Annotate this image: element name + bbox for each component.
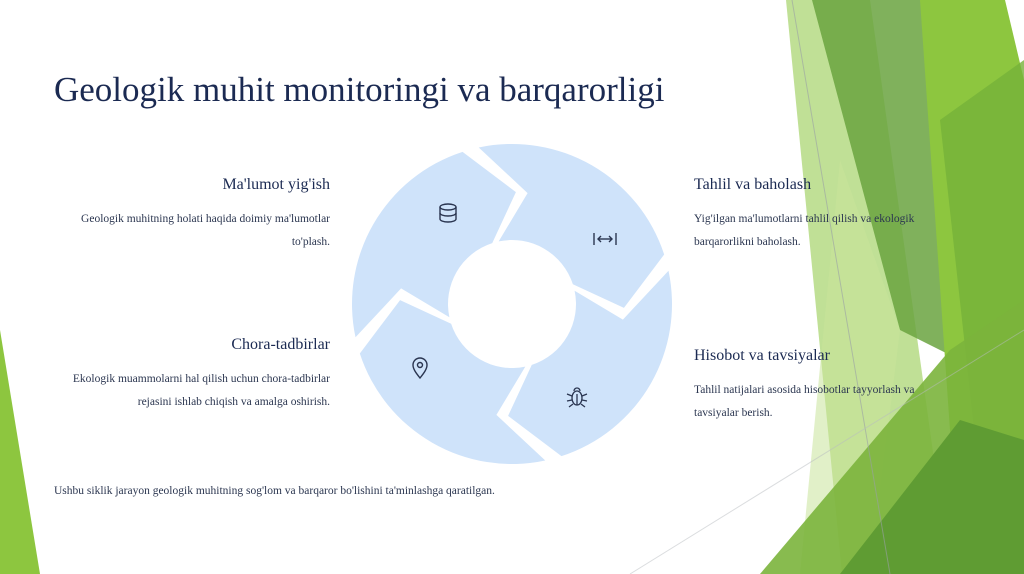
- step-analysis: [694, 176, 954, 254]
- cycle-diagram: [351, 143, 673, 465]
- step-description: Geologik muhitning holati haqida doimiy ma'lumotlar to'plash.: [81, 213, 330, 248]
- step-title: Hisobot va tavsiyalar: [694, 347, 830, 364]
- step-description: Ekologik muammolarni hal qilish uchun chora-tadbirlar rejasini ishlab chiqish va amalga oshirish.: [72, 373, 330, 408]
- step-title: Ma'lumot yig'ish: [222, 176, 330, 193]
- step-description: Yig'ilgan ma'lumotlarni tahlil qilish va ekologik barqarorlikni baholash.: [694, 213, 915, 248]
- step-report: [694, 347, 954, 425]
- step-title: Tahlil va baholash: [694, 176, 812, 193]
- segment-analysis: [508, 271, 672, 456]
- step-title: Chora-tadbirlar: [231, 336, 330, 353]
- step-description: Tahlil natijalari asosida hisobotlar tayyorlash va tavsiyalar berish.: [694, 384, 915, 419]
- segment-report: [360, 300, 545, 464]
- cycle-segments: [352, 144, 672, 464]
- page-title: Geologik muhit monitoringi va barqarorligi: [54, 70, 665, 109]
- step-data-collection: [50, 176, 330, 254]
- segment-measures: [352, 152, 516, 337]
- footer-text: Ushbu siklik jarayon geologik muhitning sog'lom va barqaror bo'lishini ta'minlashga qaratilgan.: [54, 485, 495, 497]
- step-measures: [50, 336, 330, 414]
- segment-data-collection: [479, 144, 664, 308]
